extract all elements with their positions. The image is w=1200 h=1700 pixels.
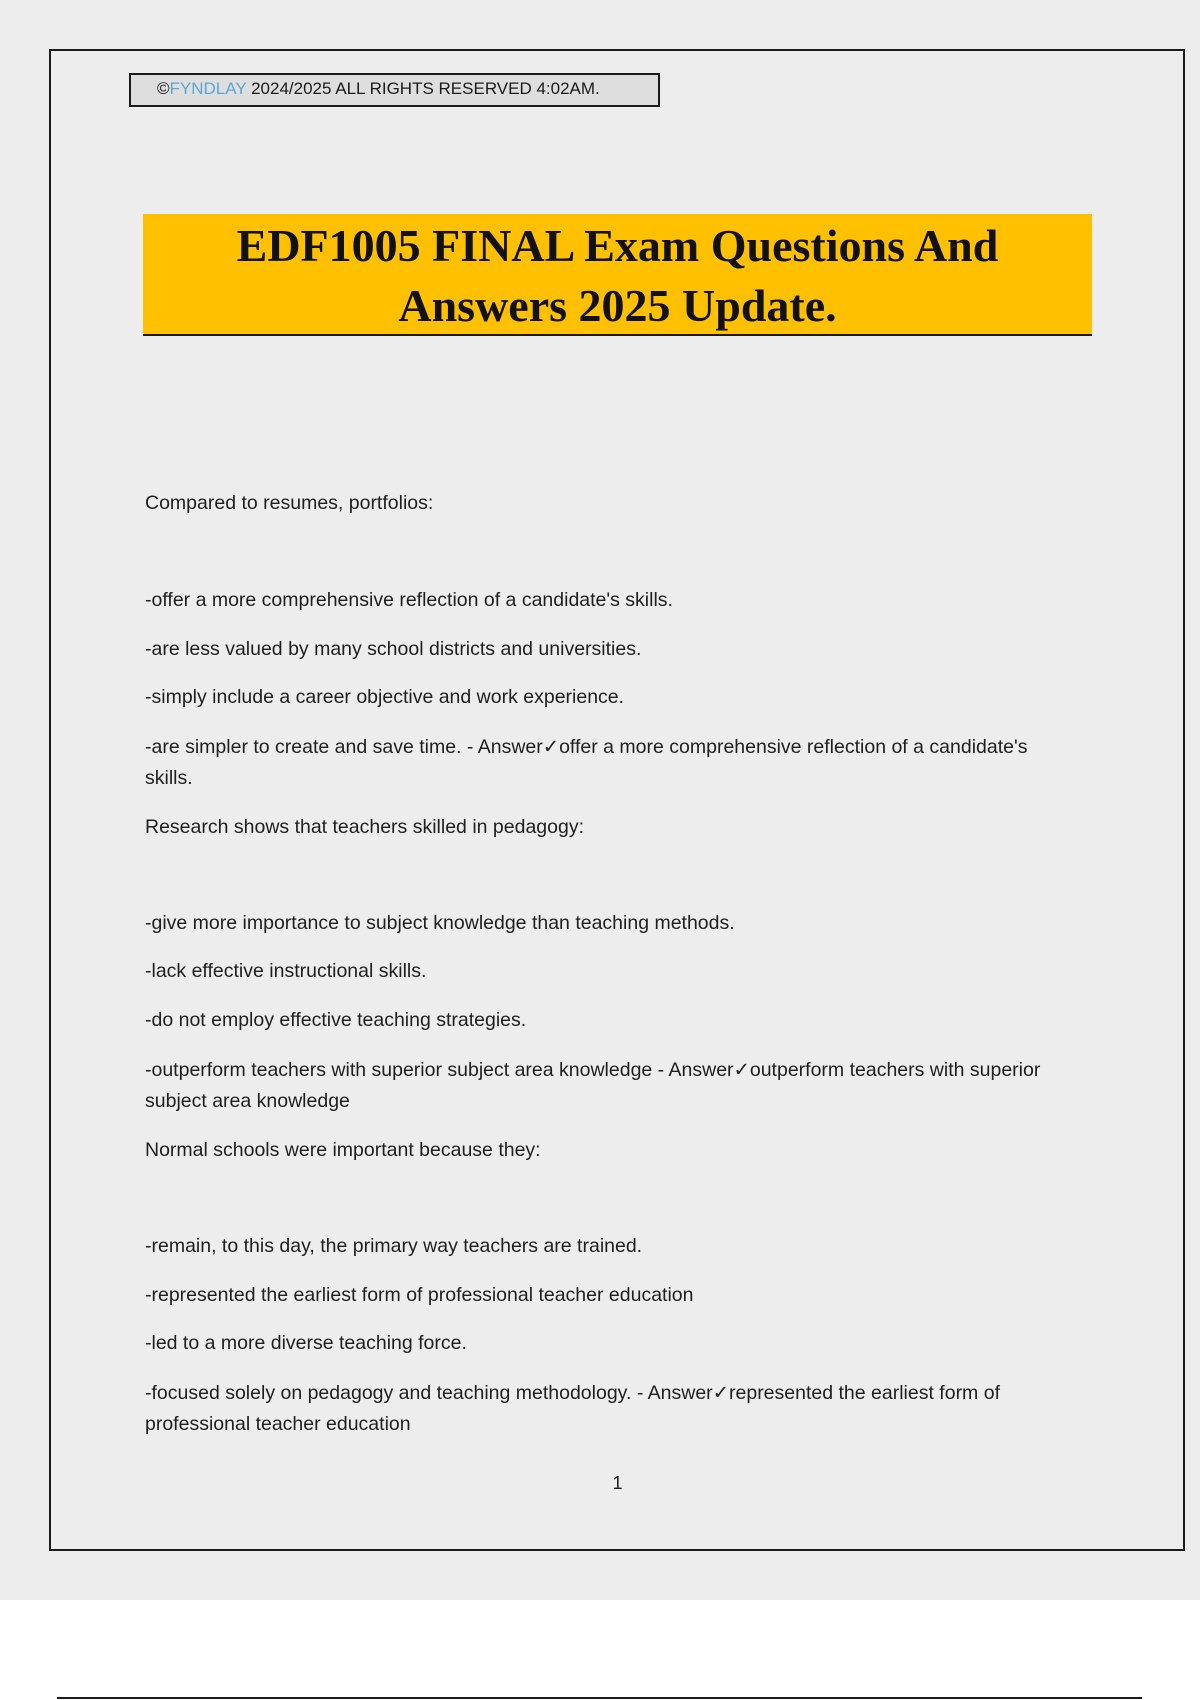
- question-2-option-4-answer: -outperform teachers with superior subject area knowledge - Answer✓outperform teachers with superior subject area knowledge: [145, 1059, 1041, 1112]
- question-3-option-4-answer: -focused solely on pedagogy and teaching methodology. - Answer✓represented the earliest form of professional teacher education: [145, 1382, 1000, 1435]
- question-1-option-3: -simply include a career objective and work experience.: [145, 686, 625, 708]
- question-1-option-2: -are less valued by many school districts and universities.: [145, 638, 642, 660]
- copyright-text: 2024/2025 ALL RIGHTS RESERVED 4:02AM.: [246, 79, 600, 98]
- document-title: [143, 214, 1092, 336]
- question-2-option-1: -give more importance to subject knowledge than teaching methods.: [145, 912, 735, 934]
- question-3-option-1: -remain, to this day, the primary way teachers are trained.: [145, 1235, 643, 1257]
- title-line-2: Answers 2025 Update.: [398, 280, 837, 331]
- next-page-divider: [57, 1697, 1142, 1699]
- question-1-option-4-answer: -are simpler to create and save time. - Answer✓offer a more comprehensive reflection of a candidate's skills.: [145, 736, 1028, 789]
- brand-name: FYNDLAY: [169, 79, 247, 98]
- page-number: 1: [612, 1473, 623, 1493]
- copyright-header: [129, 73, 660, 107]
- question-2-prompt: Research shows that teachers skilled in pedagogy:: [145, 816, 584, 838]
- question-1-option-1: -offer a more comprehensive reflection of a candidate's skills.: [145, 589, 673, 611]
- title-line-1: EDF1005 FINAL Exam Questions And: [236, 220, 999, 271]
- question-2-option-2: -lack effective instructional skills.: [145, 960, 427, 982]
- question-3-option-2: -represented the earliest form of professional teacher education: [145, 1284, 694, 1306]
- question-1-prompt: Compared to resumes, portfolios:: [145, 492, 434, 514]
- question-3-prompt: Normal schools were important because they:: [145, 1139, 541, 1161]
- question-3-option-3: -led to a more diverse teaching force.: [145, 1332, 467, 1354]
- question-2-option-3: -do not employ effective teaching strategies.: [145, 1009, 527, 1031]
- copyright-symbol: ©: [157, 79, 170, 98]
